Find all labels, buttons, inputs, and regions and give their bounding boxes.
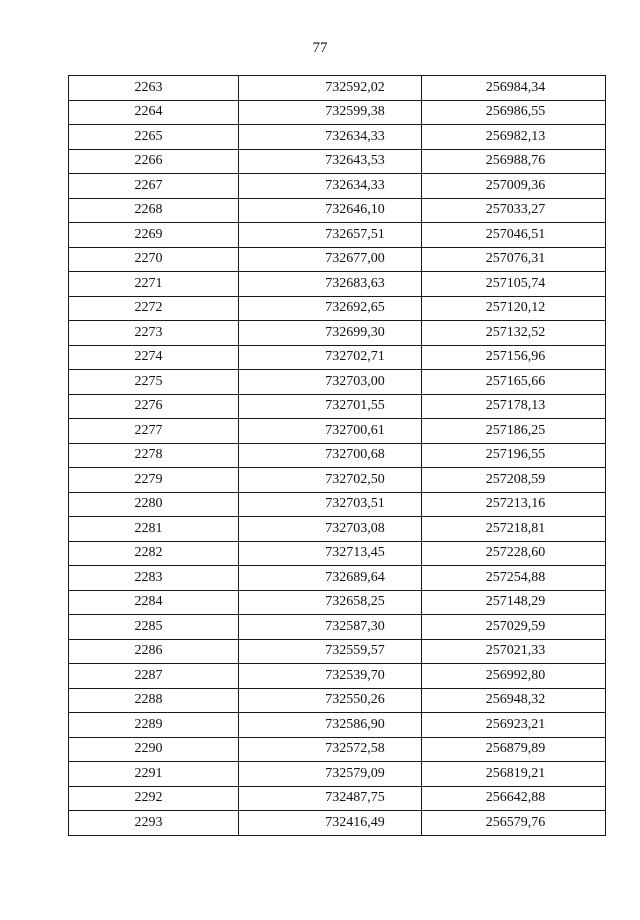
table-row xyxy=(69,419,606,444)
table-row xyxy=(69,786,606,811)
point-number-cell: 2274 xyxy=(69,345,239,370)
x-coordinate-cell: 732702,71 xyxy=(239,345,422,370)
point-number-cell: 2292 xyxy=(69,786,239,811)
x-coordinate-cell: 732703,51 xyxy=(239,492,422,517)
page-number: 77 xyxy=(312,40,328,56)
table-row xyxy=(69,664,606,689)
table-row xyxy=(69,541,606,566)
table-body xyxy=(69,76,606,836)
point-number-cell: 2287 xyxy=(69,664,239,689)
table-row xyxy=(69,174,606,199)
table-row xyxy=(69,149,606,174)
table-row xyxy=(69,223,606,248)
point-number-cell: 2279 xyxy=(69,468,239,493)
y-coordinate-cell: 256992,80 xyxy=(422,664,606,689)
point-number-cell: 2282 xyxy=(69,541,239,566)
y-coordinate-cell: 257196,55 xyxy=(422,443,606,468)
table-row xyxy=(69,100,606,125)
y-coordinate-cell: 257208,59 xyxy=(422,468,606,493)
y-coordinate-cell: 257186,25 xyxy=(422,419,606,444)
y-coordinate-cell: 257009,36 xyxy=(422,174,606,199)
table-row xyxy=(69,811,606,836)
y-coordinate-cell: 256988,76 xyxy=(422,149,606,174)
y-coordinate-cell: 256986,55 xyxy=(422,100,606,125)
table-row xyxy=(69,688,606,713)
x-coordinate-cell: 732702,50 xyxy=(239,468,422,493)
table-row xyxy=(69,296,606,321)
point-number-cell: 2278 xyxy=(69,443,239,468)
y-coordinate-cell: 256948,32 xyxy=(422,688,606,713)
x-coordinate-cell: 732658,25 xyxy=(239,590,422,615)
x-coordinate-cell: 732713,45 xyxy=(239,541,422,566)
x-coordinate-cell: 732539,70 xyxy=(239,664,422,689)
x-coordinate-cell: 732677,00 xyxy=(239,247,422,272)
table-row xyxy=(69,517,606,542)
point-number-cell: 2271 xyxy=(69,272,239,297)
point-number-cell: 2290 xyxy=(69,737,239,762)
x-coordinate-cell: 732703,00 xyxy=(239,370,422,395)
point-number-cell: 2285 xyxy=(69,615,239,640)
point-number-cell: 2263 xyxy=(69,76,239,101)
x-coordinate-cell: 732572,58 xyxy=(239,737,422,762)
table-row xyxy=(69,125,606,150)
x-coordinate-cell: 732657,51 xyxy=(239,223,422,248)
y-coordinate-cell: 257105,74 xyxy=(422,272,606,297)
table-row xyxy=(69,566,606,591)
x-coordinate-cell: 732559,57 xyxy=(239,639,422,664)
y-coordinate-cell: 257156,96 xyxy=(422,345,606,370)
table-row xyxy=(69,468,606,493)
y-coordinate-cell: 257178,13 xyxy=(422,394,606,419)
y-coordinate-cell: 256642,88 xyxy=(422,786,606,811)
y-coordinate-cell: 256982,13 xyxy=(422,125,606,150)
y-coordinate-cell: 257213,16 xyxy=(422,492,606,517)
y-coordinate-cell: 257132,52 xyxy=(422,321,606,346)
x-coordinate-cell: 732700,61 xyxy=(239,419,422,444)
point-number-cell: 2286 xyxy=(69,639,239,664)
point-number-cell: 2293 xyxy=(69,811,239,836)
x-coordinate-cell: 732634,33 xyxy=(239,174,422,199)
x-coordinate-cell: 732701,55 xyxy=(239,394,422,419)
table-row xyxy=(69,443,606,468)
point-number-cell: 2267 xyxy=(69,174,239,199)
point-number-cell: 2291 xyxy=(69,762,239,787)
y-coordinate-cell: 257021,33 xyxy=(422,639,606,664)
point-number-cell: 2280 xyxy=(69,492,239,517)
point-number-cell: 2276 xyxy=(69,394,239,419)
y-coordinate-cell: 257033,27 xyxy=(422,198,606,223)
point-number-cell: 2289 xyxy=(69,713,239,738)
x-coordinate-cell: 732689,64 xyxy=(239,566,422,591)
x-coordinate-cell: 732550,26 xyxy=(239,688,422,713)
table-row xyxy=(69,198,606,223)
y-coordinate-cell: 257228,60 xyxy=(422,541,606,566)
x-coordinate-cell: 732692,65 xyxy=(239,296,422,321)
table-row xyxy=(69,590,606,615)
y-coordinate-cell: 256819,21 xyxy=(422,762,606,787)
y-coordinate-cell: 257165,66 xyxy=(422,370,606,395)
point-number-cell: 2277 xyxy=(69,419,239,444)
point-number-cell: 2268 xyxy=(69,198,239,223)
table-row xyxy=(69,737,606,762)
x-coordinate-cell: 732592,02 xyxy=(239,76,422,101)
x-coordinate-cell: 732487,75 xyxy=(239,786,422,811)
table-row xyxy=(69,639,606,664)
point-number-cell: 2273 xyxy=(69,321,239,346)
table-row xyxy=(69,492,606,517)
point-number-cell: 2281 xyxy=(69,517,239,542)
y-coordinate-cell: 256923,21 xyxy=(422,713,606,738)
y-coordinate-cell: 257029,59 xyxy=(422,615,606,640)
x-coordinate-cell: 732587,30 xyxy=(239,615,422,640)
y-coordinate-cell: 257120,12 xyxy=(422,296,606,321)
x-coordinate-cell: 732579,09 xyxy=(239,762,422,787)
point-number-cell: 2266 xyxy=(69,149,239,174)
coordinates-table xyxy=(68,75,606,836)
y-coordinate-cell: 257254,88 xyxy=(422,566,606,591)
y-coordinate-cell: 257148,29 xyxy=(422,590,606,615)
x-coordinate-cell: 732643,53 xyxy=(239,149,422,174)
point-number-cell: 2264 xyxy=(69,100,239,125)
x-coordinate-cell: 732699,30 xyxy=(239,321,422,346)
y-coordinate-cell: 256879,89 xyxy=(422,737,606,762)
point-number-cell: 2283 xyxy=(69,566,239,591)
table-row xyxy=(69,762,606,787)
point-number-cell: 2288 xyxy=(69,688,239,713)
table-row xyxy=(69,345,606,370)
point-number-cell: 2272 xyxy=(69,296,239,321)
point-number-cell: 2284 xyxy=(69,590,239,615)
y-coordinate-cell: 257046,51 xyxy=(422,223,606,248)
x-coordinate-cell: 732703,08 xyxy=(239,517,422,542)
table-row xyxy=(69,321,606,346)
y-coordinate-cell: 257218,81 xyxy=(422,517,606,542)
x-coordinate-cell: 732646,10 xyxy=(239,198,422,223)
y-coordinate-cell: 257076,31 xyxy=(422,247,606,272)
table-row xyxy=(69,394,606,419)
point-number-cell: 2265 xyxy=(69,125,239,150)
table-row xyxy=(69,713,606,738)
table-row xyxy=(69,615,606,640)
y-coordinate-cell: 256579,76 xyxy=(422,811,606,836)
point-number-cell: 2270 xyxy=(69,247,239,272)
point-number-cell: 2269 xyxy=(69,223,239,248)
table-row xyxy=(69,272,606,297)
table-row xyxy=(69,247,606,272)
x-coordinate-cell: 732634,33 xyxy=(239,125,422,150)
x-coordinate-cell: 732700,68 xyxy=(239,443,422,468)
table-row xyxy=(69,76,606,101)
table-row xyxy=(69,370,606,395)
x-coordinate-cell: 732599,38 xyxy=(239,100,422,125)
x-coordinate-cell: 732683,63 xyxy=(239,272,422,297)
y-coordinate-cell: 256984,34 xyxy=(422,76,606,101)
x-coordinate-cell: 732416,49 xyxy=(239,811,422,836)
point-number-cell: 2275 xyxy=(69,370,239,395)
x-coordinate-cell: 732586,90 xyxy=(239,713,422,738)
